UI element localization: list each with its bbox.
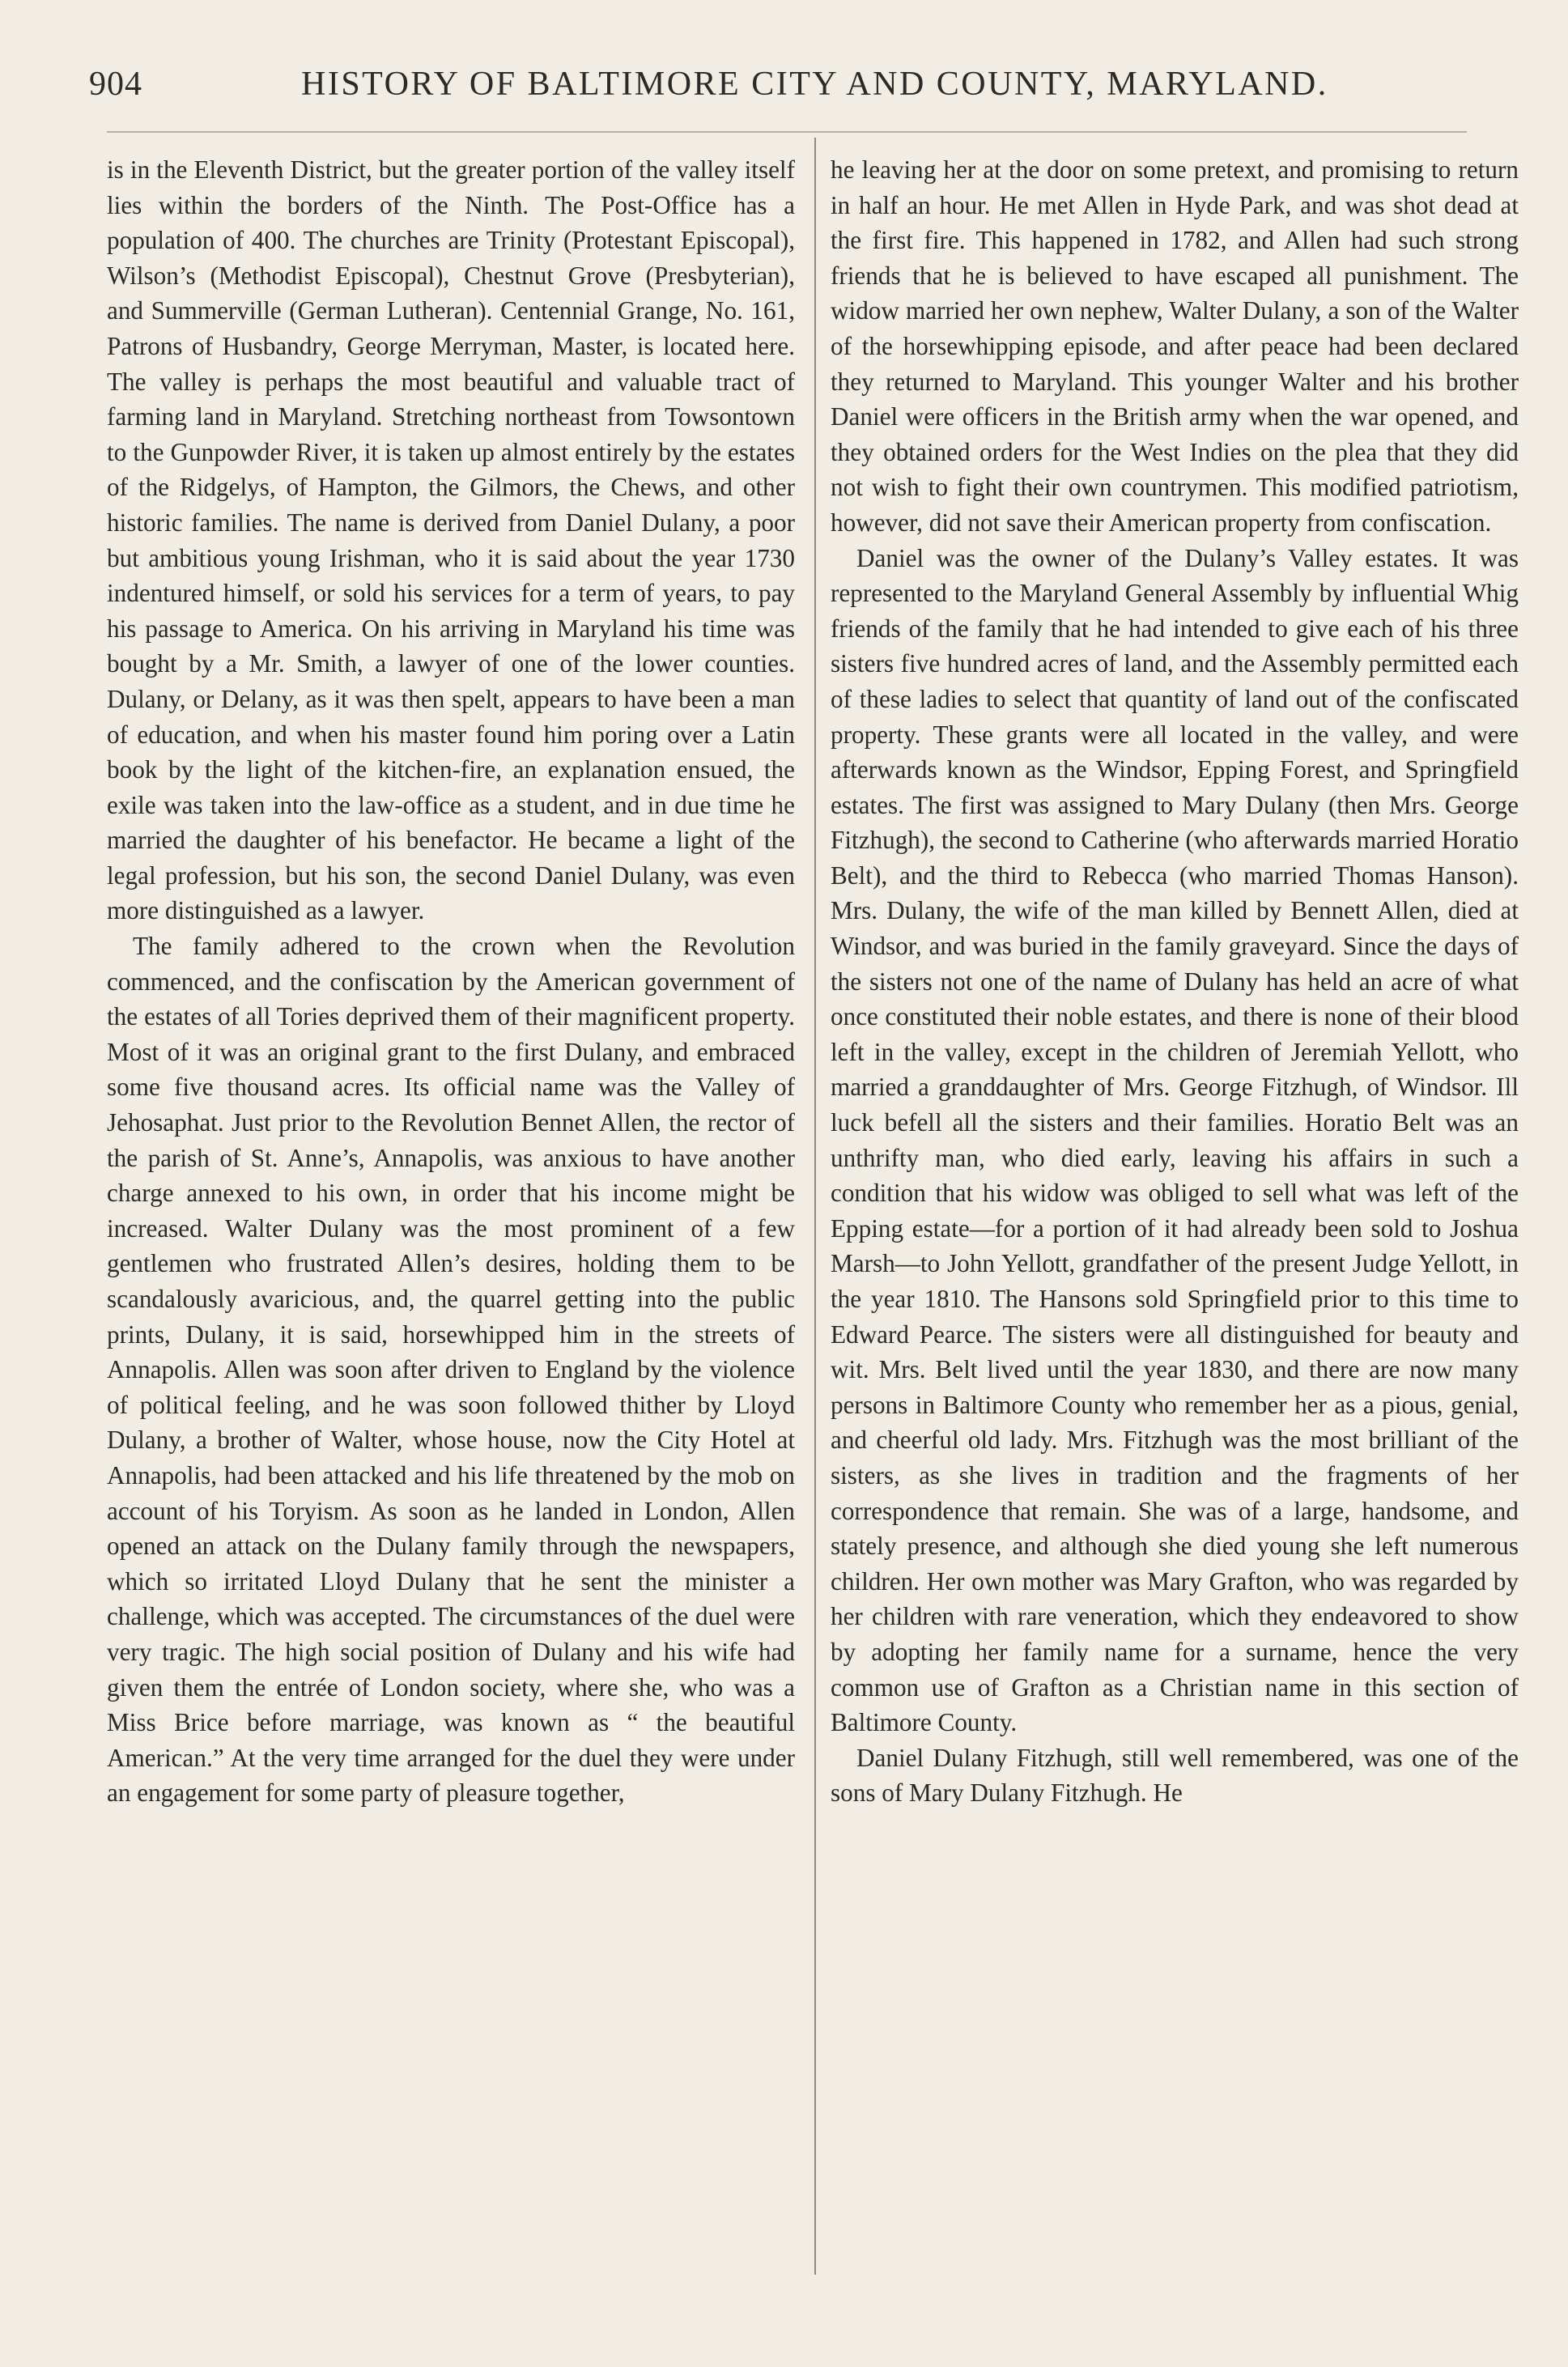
paragraph-revolution: The family adhered to the crown when the Revolution commenced, and the confiscation by the American government of the estates of all Tories deprived them of their magnificent property. Most of it was an original grant to the first Dulany, and embraced some five thousand acres. Its official name was the Valley of Jehosaphat. Just prior to the Revolution Bennet Allen, the rector of the parish of St. Anne’s, Annapolis, was anxious to have another charge annexed to his own, in order that his income might be increased. Walter Dulany was the most prominent of a few gentlemen who frustrated Allen’s desires, holding them to be scandalously avaricious, and, the quarrel getting into the public prints, Dulany, it is said, horsewhipped him in the streets of Annapolis. Allen was soon after driven to England by the violence of political feeling, and he was soon followed thither by Lloyd Dulany, a brother of Walter, whose house, now the City Hotel at Annapolis, had been attacked and his life threatened by the mob on account of his Toryism. As soon as he landed in London, Allen opened an attack on the Dulany family through the newspapers, which so irritated Lloyd Dulany that he sent the minister a challenge, which was accepted. The circumstances of the duel were very tragic. The high social position of Dulany and his wife had given them the entrée of London society, where she, who was a Miss Brice before marriage, was known as “ the beautiful American.” At the very time arranged for the duel they were under an engagement for some party of pleasure together, [107, 932, 795, 1808]
right-column [831, 152, 1519, 1811]
running-title: HISTORY OF BALTIMORE CITY AND COUNTY, MARYLAND. [301, 66, 1328, 103]
page-header [89, 58, 1465, 115]
column-divider [814, 138, 816, 2275]
paragraph-fitzhugh: Daniel Dulany Fitzhugh, still well remembered, was one of the sons of Mary Dulany Fitzhugh. He [831, 1743, 1519, 1808]
paragraph-estates: Daniel was the owner of the Dulany’s Valley estates. It was represented to the Maryland General Assembly by influential Whig friends of the family that he had intended to give each of his three sisters five hundred acres of land, and the Assembly permitted each of these ladies to select that quantity of land out of the confiscated property. These grants were all located in the valley, and were afterwards known as the Windsor, Epping Forest, and Springfield estates. The first was assigned to Mary Dulany (then Mrs. George Fitzhugh), the second to Catherine (who afterwards married Horatio Belt), and the third to Rebecca (who married Thomas Hanson). Mrs. Dulany, the wife of the man killed by Bennett Allen, died at Windsor, and was buried in the family graveyard. Since the days of the sisters not one of the name of Dulany has held an acre of what once constituted their noble estates, and there is none of their blood left in the valley, except in the children of Jeremiah Yellott, who married a granddaughter of Mrs. George Fitzhugh, of Windsor. Ill luck befell all the sisters and their families. Horatio Belt was an unthrifty man, who died early, leaving his affairs in such a condition that his widow was obliged to sell what was left of the Epping estate—for a portion of it had already been sold to Joshua Marsh—to John Yellott, grandfather of the present Judge Yellott, in the year 1810. The Hansons sold Springfield prior to this time to Edward Pearce. The sisters were all distinguished for beauty and wit. Mrs. Belt lived until the year 1830, and there are now many persons in Baltimore County who remember her as a pious, genial, and cheerful old lady. Mrs. Fitzhugh was the most brilliant of the sisters, as she lives in tradition and the fragments of her correspondence that remain. She was of a large, handsome, and stately presence, and although she died young she left numerous children. Her own mother was Mary Grafton, who was regarded by her children with rare veneration, which they endeavored to show by adopting her family name for a surname, hence the very common use of Grafton as a Christian name in this section of Baltimore County. [831, 543, 1519, 1737]
left-column [107, 152, 795, 1811]
paragraph-duel: he leaving her at the door on some pretext, and promising to return in half an hour. He met Allen in Hyde Park, and was shot dead at the first fire. This happened in 1782, and Allen had such strong friends that he is believed to have escaped all punishment. The widow married her own nephew, Walter Dulany, a son of the Walter of the horsewhipping episode, and after peace had been declared they returned to Maryland. This younger Walter and his brother Daniel were officers in the British army when the war opened, and they obtained orders for the West Indies on the plea that they did not wish to fight their own countrymen. This modified patriotism, however, did not save their American property from confiscation. [831, 155, 1519, 537]
header-rule [107, 131, 1467, 133]
paragraph-continued: is in the Eleventh District, but the greater portion of the valley itself lies within the borders of the Ninth. The Post-Office has a population of 400. The churches are Trinity (Protestant Episcopal), Wilson’s (Methodist Episcopal), Chestnut Grove (Presbyterian), and Summerville (German Lutheran). Centennial Grange, No. 161, Patrons of Husbandry, George Merryman, Master, is located here. The valley is perhaps the most beautiful and valuable tract of farming land in Maryland. Stretching northeast from Towsontown to the Gunpowder River, it is taken up almost entirely by the estates of the Ridgelys, of Hampton, the Gilmors, the Chews, and other historic families. The name is derived from Daniel Dulany, a poor but ambitious young Irishman, who it is said about the year 1730 indentured himself, or sold his services for a term of years, to pay his passage to America. On his arriving in Maryland his time was bought by a Mr. Smith, a lawyer of one of the lower counties. Dulany, or Delany, as it was then spelt, appears to have been a man of education, and when his master found him poring over a Latin book by the light of the kitchen-fire, an explanation ensued, the exile was taken into the law-office as a student, and in due time he married the daughter of his benefactor. He became a light of the legal profession, but his son, the second Daniel Dulany, was even more distinguished as a lawyer. [107, 155, 795, 925]
page-number: 904 [89, 66, 142, 103]
